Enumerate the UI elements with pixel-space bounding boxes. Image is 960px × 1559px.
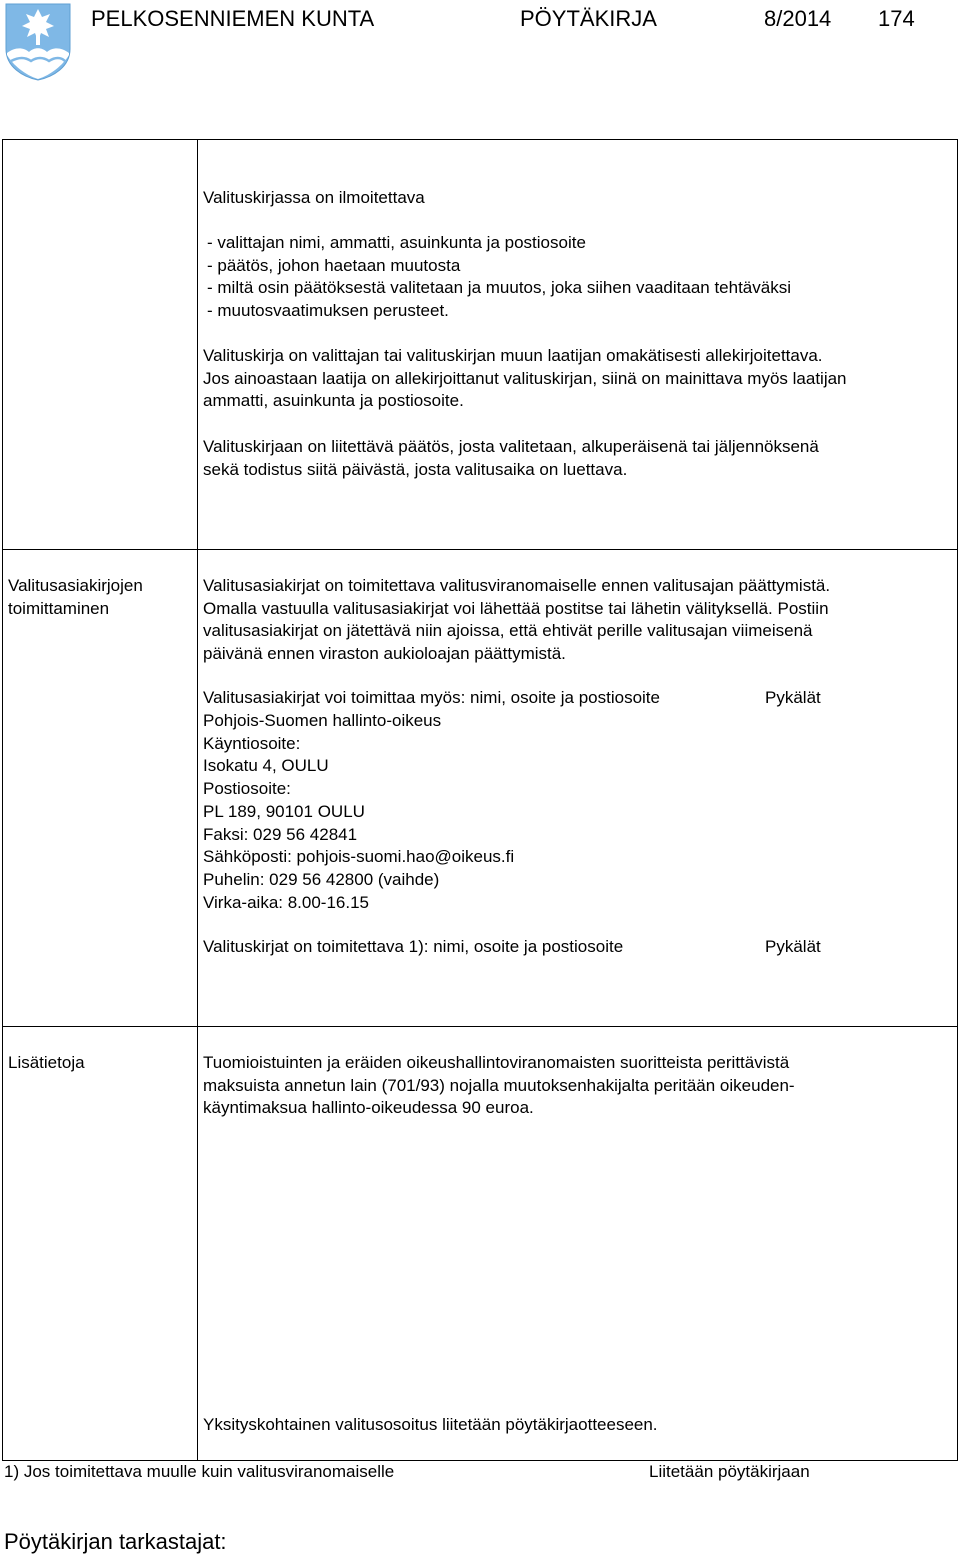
address-heading-pykalat: Pykälät xyxy=(765,688,821,707)
court-name: Pohjois-Suomen hallinto-oikeus xyxy=(203,711,442,730)
toimittaminen-label xyxy=(8,575,143,620)
table-column-divider xyxy=(197,139,198,1461)
footnote: 1) Jos toimitettava muulle kuin valitusviranomaiselle xyxy=(4,1462,395,1481)
lisatietoja-paragraph xyxy=(203,1052,795,1120)
postal-address: PL 189, 90101 OULU xyxy=(203,801,365,821)
address-heading: Valitusasiakirjat voi toimittaa myös: nimi, osoite ja postiosoite xyxy=(203,688,660,707)
header-doc-number: 8/2014 xyxy=(764,6,832,31)
visiting-address-label: Käyntiosoite: xyxy=(203,733,301,753)
second-heading: Valituskirjat on toimitettava 1): nimi, osoite ja postiosoite xyxy=(203,937,624,956)
list-item: - päätös, johon haetaan muutosta xyxy=(207,255,461,275)
list-item: - muutosvaatimuksen perusteet. xyxy=(207,301,449,321)
paragraph-line: käyntimaksua hallinto-oikeudessa 90 euroa. xyxy=(203,1098,534,1118)
lisatietoja-label: Lisätietoja xyxy=(8,1053,85,1072)
office-hours: Virka-aika: 8.00-16.15 xyxy=(203,892,370,912)
header-doc-type: PÖYTÄKIRJA xyxy=(520,6,657,31)
paragraph-line: Tuomioistuinten ja eräiden oikeushallintoviranomaisten suoritteista perittävistä xyxy=(203,1053,790,1072)
list-item: - miltä osin päätöksestä valitetaan ja muutos, joka siihen vaaditaan tehtäväksi xyxy=(207,278,791,298)
valituskirja-attachment-paragraph xyxy=(203,436,819,481)
paragraph-line: valitusasiakirjat on jätettävä niin ajoissa, että ehtivät perille valitusajan viimeisenä xyxy=(203,621,813,641)
header-municipality: PELKOSENNIEMEN KUNTA xyxy=(91,6,375,31)
paragraph-line: Valitusasiakirjat on toimitettava valitusviranomaiselle ennen valitusajan päättymistä. xyxy=(203,576,831,595)
list-item: - valittajan nimi, ammatti, asuinkunta ja postiosoite xyxy=(207,233,586,252)
paragraph-line: Valituskirjaan on liitettävä päätös, josta valitetaan, alkuperäisenä tai jäljennöksenä xyxy=(203,437,819,456)
paragraph-line: Valituskirja on valittajan tai valituskirjan muun laatijan omakätisesti allekirjoitettava. xyxy=(203,346,823,365)
valituskirja-items xyxy=(207,232,791,323)
paragraph-line: Jos ainoastaan laatija on allekirjoittanut valituskirjan, siinä on mainittava myös laatijan xyxy=(203,368,847,388)
email: Sähköposti: pohjois-suomi.hao@oikeus.fi xyxy=(203,847,515,867)
phone: Puhelin: 029 56 42800 (vaihde) xyxy=(203,869,440,889)
label-line: toimittaminen xyxy=(8,598,110,618)
closing-note: Yksityskohtainen valitusosoitus liitetään pöytäkirjaotteeseen. xyxy=(203,1415,658,1434)
paragraph-line: maksuista annetun lain (701/93) nojalla muutoksenhakijalta peritään oikeuden- xyxy=(203,1075,795,1095)
fax: Faksi: 029 56 42841 xyxy=(203,824,358,844)
header-page-number: 174 xyxy=(878,6,915,31)
reviewers-label: Pöytäkirjan tarkastajat: xyxy=(4,1529,227,1554)
postal-address-label: Postiosoite: xyxy=(203,779,291,799)
court-address-block xyxy=(203,710,514,914)
attached-note: Liitetään pöytäkirjaan xyxy=(649,1462,810,1481)
row-divider-2 xyxy=(2,1026,958,1027)
valituskirja-intro: Valituskirjassa on ilmoitettava xyxy=(203,188,425,207)
paragraph-line: ammatti, asuinkunta ja postiosoite. xyxy=(203,391,464,411)
paragraph-line: sekä todistus siitä päivästä, josta valitusaika on luettava. xyxy=(203,459,628,479)
toimittaminen-paragraph xyxy=(203,575,830,666)
paragraph-line: päivänä ennen viraston aukioloajan päättymistä. xyxy=(203,644,566,664)
valituskirja-signature-paragraph xyxy=(203,345,847,413)
paragraph-line: Omalla vastuulla valitusasiakirjat voi lähettää postitse tai lähetin välityksellä. Postiin xyxy=(203,598,829,618)
row-divider-1 xyxy=(2,549,958,550)
second-heading-pykalat: Pykälät xyxy=(765,937,821,956)
municipality-logo xyxy=(5,3,71,81)
label-line: Valitusasiakirjojen xyxy=(8,576,143,595)
visiting-address: Isokatu 4, OULU xyxy=(203,756,329,776)
